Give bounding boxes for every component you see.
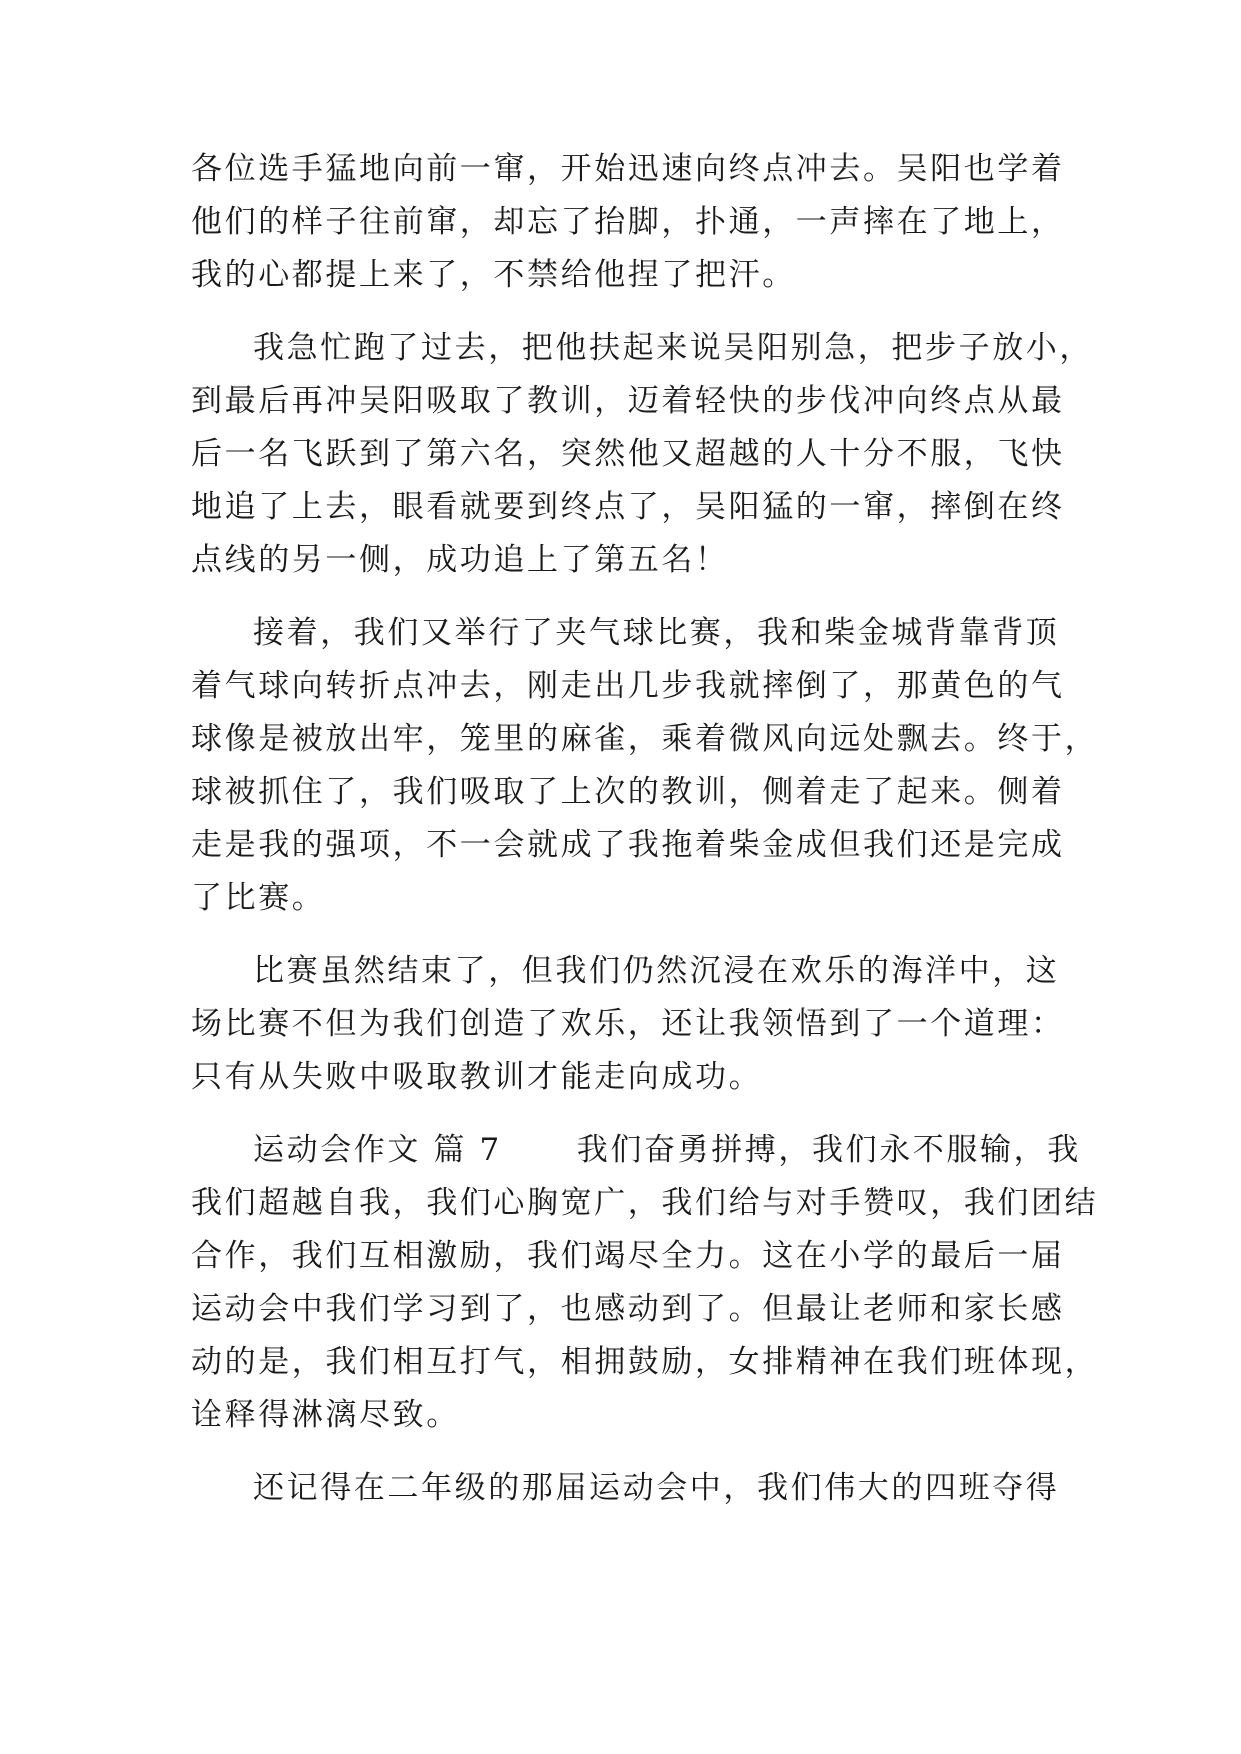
text-line: 他们的样子往前窜，却忘了抬脚，扑通，一声摔在了地上， <box>191 204 1065 240</box>
text-line: 诠释得淋漓尽致。 <box>191 1397 460 1433</box>
text-line: 运动会中我们学习到了，也感动到了。但最让老师和家长感 <box>191 1291 1065 1327</box>
text-line: 球被抓住了，我们吸取了上次的教训，侧着走了起来。侧着 <box>191 774 1065 810</box>
text-line: 后一名飞跃到了第六名，突然他又超越的人十分不服，飞快 <box>191 436 1065 472</box>
text-line: 到最后再冲吴阳吸取了教训，迈着轻快的步伐冲向终点从最 <box>191 383 1065 419</box>
text-line: 点线的另一侧，成功追上了第五名！ <box>191 542 729 578</box>
paragraph-first-line: 还记得在二年级的那届运动会中，我们伟大的四班夺得 <box>253 1470 1060 1506</box>
section-first-line: 我们奋勇拼搏，我们永不服输，我 <box>576 1132 1081 1168</box>
section-heading-line <box>253 1126 1081 1174</box>
text-line: 球像是被放出牢，笼里的麻雀，乘着微风向远处飘去。终于， <box>191 721 1099 757</box>
text-line: 我们超越自我，我们心胸宽广，我们给与对手赞叹，我们团结 <box>191 1185 1099 1221</box>
paragraph-first-line: 我急忙跑了过去，把他扶起来说吴阳别急，把步子放小， <box>253 330 1093 366</box>
text-line: 地追了上去，眼看就要到终点了，吴阳猛的一窜，摔倒在终 <box>191 489 1065 525</box>
text-line: 各位选手猛地向前一窜，开始迅速向终点冲去。吴阳也学着 <box>191 151 1065 187</box>
text-line: 场比赛不但为我们创造了欢乐，还让我领悟到了一个道理： <box>191 1006 1065 1042</box>
text-line: 我的心都提上来了，不禁给他捏了把汗。 <box>191 257 796 293</box>
text-line: 只有从失败中吸取教训才能走向成功。 <box>191 1059 763 1095</box>
text-line: 动的是，我们相互打气，相拥鼓励，女排精神在我们班体现， <box>191 1344 1099 1380</box>
paragraph-first-line: 比赛虽然结束了，但我们仍然沉浸在欢乐的海洋中，这 <box>253 953 1060 989</box>
text-line: 了比赛。 <box>191 880 326 916</box>
text-line: 着气球向转折点冲去，刚走出几步我就摔倒了，那黄色的气 <box>191 668 1065 704</box>
text-line: 走是我的强项，不一会就成了我拖着柴金成但我们还是完成 <box>191 827 1065 863</box>
section-title: 运动会作文 <box>253 1132 421 1168</box>
section-number: 篇 7 <box>433 1132 502 1168</box>
text-line: 合作，我们互相激励，我们竭尽全力。这在小学的最后一届 <box>191 1238 1065 1274</box>
paragraph-first-line: 接着，我们又举行了夹气球比赛，我和柴金城背靠背顶 <box>253 615 1060 651</box>
